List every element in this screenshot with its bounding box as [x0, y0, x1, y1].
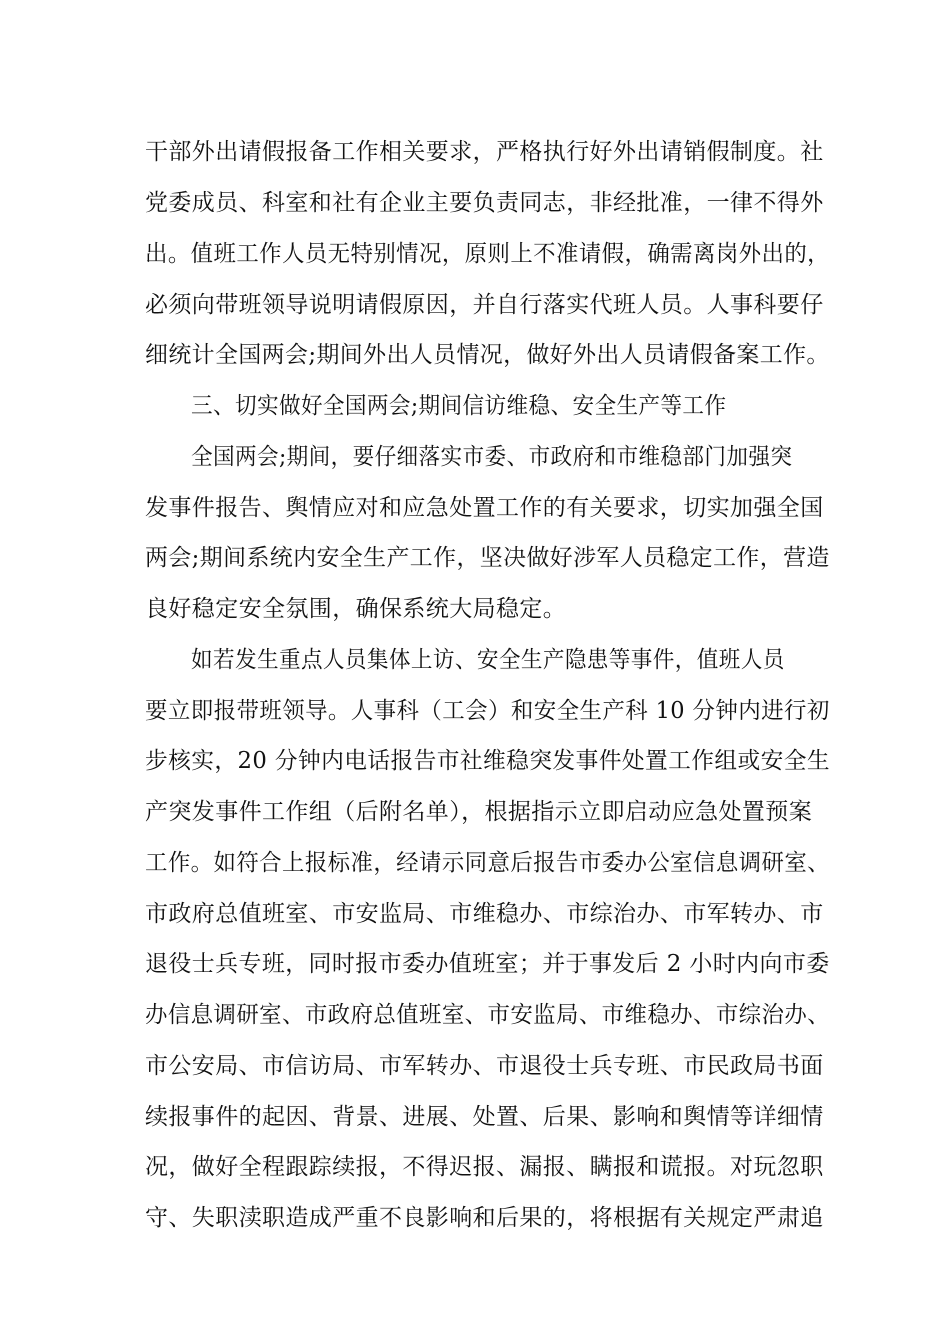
- text-line: 出。值班工作人员无特别情况，原则上不准请假，确需离岗外出的，: [145, 241, 831, 267]
- text-line: 如若发生重点人员集体上访、安全生产隐患等事件，值班人员: [191, 647, 785, 673]
- section-heading: 三、切实做好全国两会;期间信访维稳、安全生产等工作: [191, 393, 727, 419]
- text-line: 发事件报告、舆情应对和应急处置工作的有关要求，切实加强全国: [145, 495, 824, 521]
- text-line: 全国两会;期间，要仔细落实市委、市政府和市维稳部门加强突: [191, 444, 793, 470]
- text-line: 良好稳定安全氛围，确保系统大局稳定。: [145, 596, 567, 622]
- text-line: 办信息调研室、市政府总值班室、市安监局、市维稳办、市综治办、: [145, 1002, 831, 1028]
- text-line: 市公安局、市信访局、市军转办、市退役士兵专班、市民政局书面: [145, 1053, 824, 1079]
- text-line: 必须向带班领导说明请假原因，并自行落实代班人员。人事科要仔: [145, 292, 824, 318]
- text-line: 续报事件的起因、背景、进展、处置、后果、影响和舆情等详细情: [145, 1104, 824, 1130]
- text-line: 党委成员、科室和社有企业主要负责同志，非经批准，一律不得外: [145, 190, 824, 216]
- text-line: 况，做好全程跟踪续报，不得迟报、漏报、瞒报和谎报。对玩忽职: [145, 1154, 824, 1180]
- text-line: 步核实，20 分钟内电话报告市社维稳突发事件处置工作组或安全生: [145, 748, 831, 774]
- text-line: 干部外出请假报备工作相关要求，严格执行好外出请销假制度。社: [145, 139, 824, 165]
- text-line: 细统计全国两会;期间外出人员情况，做好外出人员请假备案工作。: [145, 342, 830, 368]
- text-line: 工作。如符合上报标准，经请示同意后报告市委办公室信息调研室、: [145, 850, 831, 876]
- text-line: 守、失职渎职造成严重不良影响和后果的，将根据有关规定严肃追: [145, 1205, 824, 1231]
- text-line: 两会;期间系统内安全生产工作，坚决做好涉军人员稳定工作，营造: [145, 545, 830, 571]
- text-line: 退役士兵专班，同时报市委办值班室；并于事发后 2 小时内向市委: [145, 951, 830, 977]
- text-line: 市政府总值班室、市安监局、市维稳办、市综治办、市军转办、市: [145, 901, 824, 927]
- text-line: 产突发事件工作组（后附名单），根据指示立即启动应急处置预案: [145, 799, 813, 825]
- text-line: 要立即报带班领导。人事科（工会）和安全生产科 10 分钟内进行初: [145, 698, 830, 724]
